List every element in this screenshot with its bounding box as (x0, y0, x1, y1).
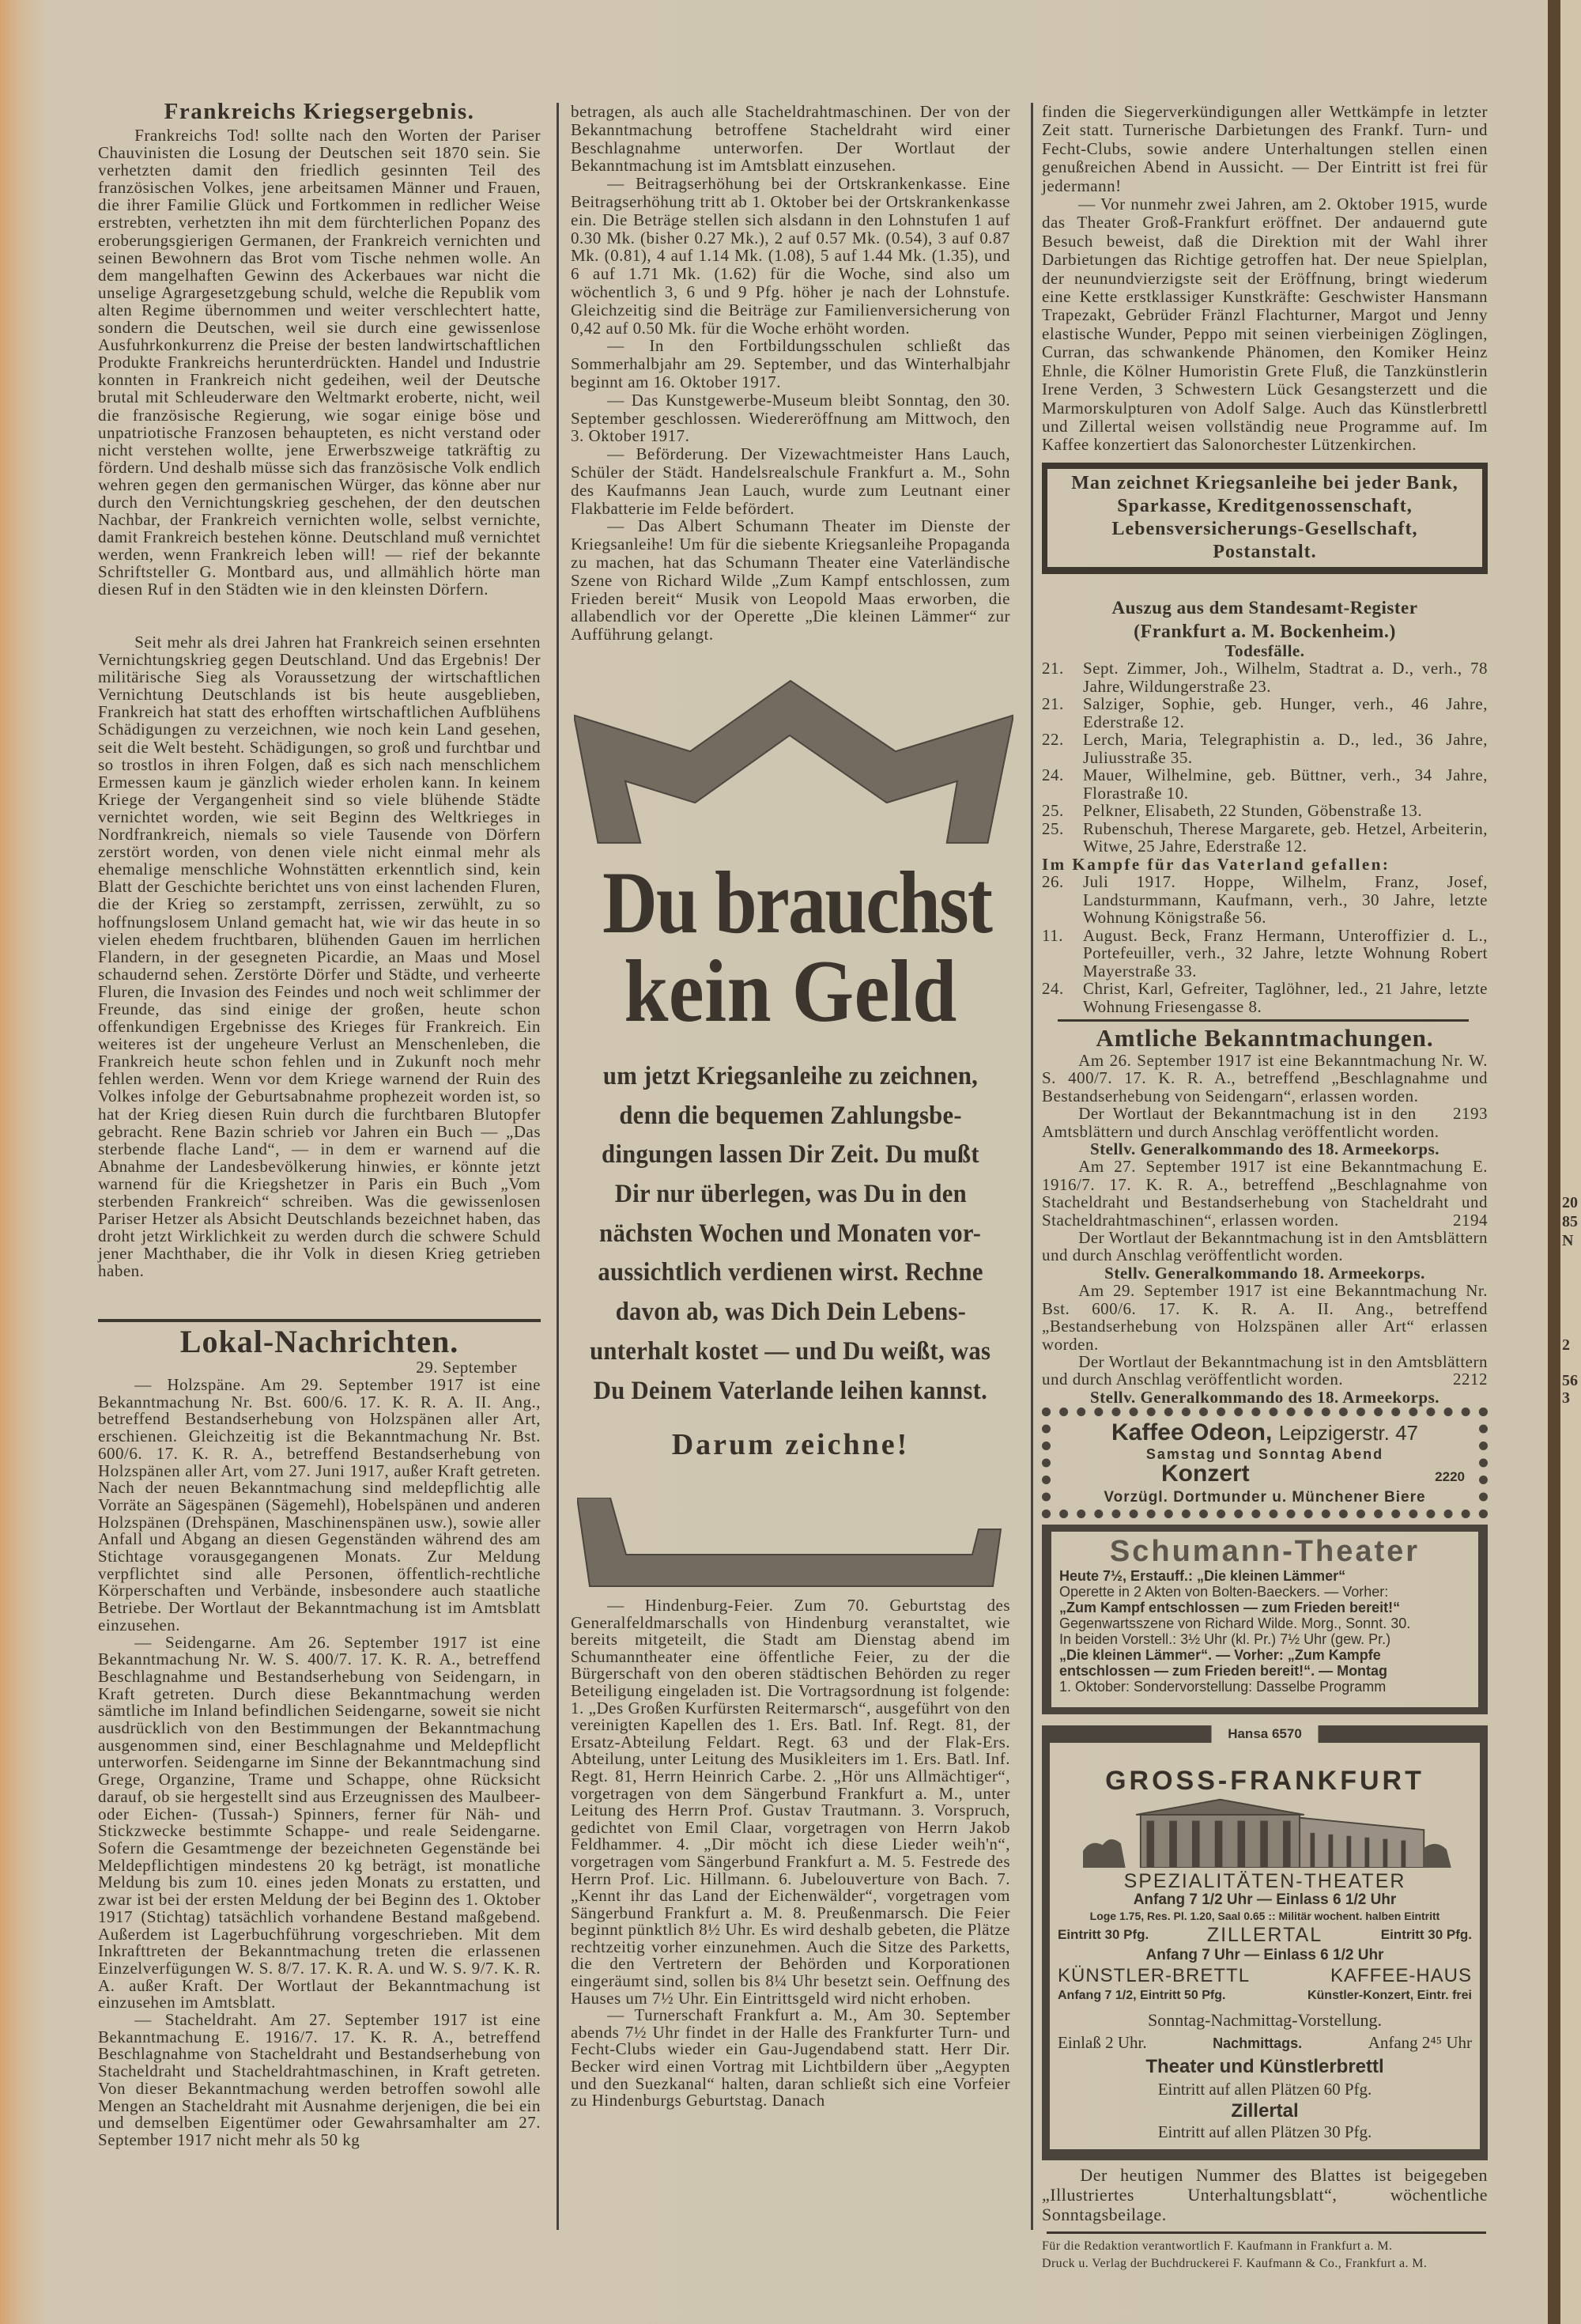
entry-text: Rubenschuh, Therese Margarete, geb. Hetzel, Arbeiterin, Witwe, 25 Jahre, Ederstraße 12. (1083, 818, 1488, 856)
fallen-entry (1042, 980, 1488, 1015)
tk-title: Theater und Künstlerbrettl (1145, 2056, 1384, 2078)
ad-line: „Zum Kampf entschlossen — zum Frieden bereit!“ (1059, 1600, 1401, 1616)
news-item: — Beitragserhöhung bei der Ortskrankenkasse. Eine Beitragserhöhung tritt ab 1. Oktober bei der Ortskrankenkasse ein. Die Beträge stellen sich alsdann in den Lohnstufen 1 auf 0.30 Mk. (bisher 0.27 Mk.), 2 auf 0.57 Mk. (0.54), 3 auf 0.87 Mk. (0.81), 4 auf 1.14 Mk. (1.08), 5 auf 1.44 Mk. (1.35), und 6 auf 1.71 Mk. (1.62) für die Woche, sind also um wöchentlich 3, 6 und 9 Pfg. höher je nach der Lohnstufe. Gleichzeitig sind die Beiträge zur Familienversicherung von 0,42 auf 0.50 Mk. für die Woche erhöht worden. (571, 174, 1010, 338)
entry-day: 11. (1042, 925, 1063, 945)
left-column (98, 98, 541, 2149)
news-item: — Das Kunstgewerbe-Museum bleibt Sonntag, den 30. September geschlossen. Wiedereröffnung am Mittwoch, den 3. Oktober 1917. (571, 390, 1010, 446)
entry-day: 24. (1042, 765, 1064, 784)
fallen-heading: Im Kampfe für das Vaterland gefallen: (1042, 854, 1390, 874)
death-entry (1042, 820, 1488, 856)
bracket-graphic-icon (577, 1498, 1004, 1588)
death-entry (1042, 802, 1488, 820)
section-divider (98, 1319, 541, 1322)
ad-line (571, 1293, 1010, 1332)
ad-line-text: nächsten Wochen und Monaten vor- (599, 1219, 982, 1248)
venue-address: Leipzigerstr. 47 (1278, 1421, 1419, 1445)
ad-line: „Die kleinen Lämmer“. — Vorher: „Zum Kampfe (1059, 1647, 1381, 1664)
notice-wording (1042, 1353, 1488, 1389)
ad-line (571, 1175, 1010, 1215)
imprint-line: Für die Redaktion verantwortlich F. Kaufmann in Frankfurt a. M. (1042, 2239, 1393, 2254)
entry-day: 21. (1042, 694, 1064, 713)
fragment: 2 (1562, 1336, 1570, 1354)
entry-day: 26. (1042, 872, 1064, 891)
sunday-label: Nachmittags. (1213, 2035, 1303, 2052)
center-column (571, 103, 1010, 2110)
article-title: Frankreichs Kriegsergebnis. (164, 99, 475, 124)
theater-name: SPEZIALITÄTEN-THEATER (1123, 1870, 1406, 1893)
ad-line-text: denn die bequemen Zahlungsbe- (619, 1101, 962, 1130)
ad-line-text: unterhalt kostet — und Du weißt, was (590, 1336, 991, 1366)
price: Eintritt 30 Pfg. (1058, 1927, 1149, 1943)
fragment: 20 (1562, 1194, 1578, 1211)
news-item: — Das Albert Schumann Theater im Dienste der Kriegsanleihe! Um für die siebente Kriegsanleihe Propaganda zu machen, hat das Schumann Theater eine Vaterländische Szene von Richard Wilde „Zum Kampf entschlossen, zum Frieden bereit“ Musik von Leopold Maas erworben, die allabendlich vor der Operette „Die kleinen Lämmer“ zur Aufführung gelangt. (571, 516, 1010, 644)
ad-headline (571, 854, 1010, 952)
entry-text: Sept. Zimmer, Joh., Wilhelm, Stadtrat a. D., verh., 78 Jahre, Wildungerstraße 23. (1083, 659, 1488, 696)
tk-price: Eintritt auf allen Plätzen 60 Pfg. (1157, 2080, 1372, 2099)
ad-line (571, 1372, 1010, 1411)
notice-signature: Stellv. Generalkommando 18. Armeekorps. (1104, 1263, 1425, 1283)
register-title: Auszug aus dem Standesamt-Register (1111, 598, 1418, 618)
ad-line-text: aussichtlich verdienen wirst. Rechne (598, 1258, 983, 1287)
ad-event (1058, 1462, 1471, 1489)
ad-line: In beiden Vorstell.: 3½ Uhr (kl. Pr.) 7½ Uhr (gew. Pr.) (1059, 1631, 1391, 1648)
ad-line: Heute 7½, Erstauff.: „Die kleinen Lämmer“ (1059, 1568, 1346, 1585)
ad-line: Operette in 2 Akten von Bolten-Baeckers. — Vorher: (1059, 1584, 1389, 1600)
phone-number: Hansa 6570 (1228, 1726, 1302, 1742)
sunday-show: Sonntag-Nachmittag-Vorstellung. (1148, 2010, 1382, 2031)
notice: Am 29. September 1917 ist eine Bekanntmachung Nr. Bst. 600/6. 17. K. R. A. II. Ang., betreffend „Bestandserhebung von Holzspänen aller Art“ erlassen worden. (1042, 1281, 1488, 1354)
war-loan-ad (571, 672, 1010, 1597)
ad-line (571, 1215, 1010, 1254)
entry-text: Lerch, Maria, Telegraphistin a. D., led., 36 Jahre, Juliusstraße 35. (1083, 730, 1488, 767)
ad-headline (571, 943, 1010, 1041)
news-item: — Holzspäne. Am 29. September 1917 ist eine Bekanntmachung Nr. Bst. 600/6. 17. K. R. A. II. Ang., betreffend Bestandserhebung von Holzspänen aller Art, erschienen. Gleichzeitig ist die Bekanntmachung Nr. Bst. 600/6. 17. K. R. A., betreffend Bestandserhebung von Holzspänen aller Art, vom 27. Juni 1917, außer Kraft getreten. Nach der neuen Bekanntmachung sind meldepflichtig alle Vorräte an Sägespänen (Sägemehl), Hobelspänen und anderen Holzspänen (Drehspänen, Maschinenspänen usw.), sowie aller Anfall und Abgang an diesen Gegenständen während des am Stichtage vorausgegangenen Monats. Zur Meldung verpflichtet sind alle Personen, öffentlich-rechtliche Körperschaften und Verbände, insbesondere auch staatliche Betriebe. Der Wortlaut der Bekanntmachung ist im Amtsblatt einzusehen. (98, 1375, 541, 1634)
kaffee-info: Künstler-Konzert, Eintr. frei (1307, 1989, 1472, 2003)
price: Eintritt 30 Pfg. (1380, 1927, 1472, 1943)
news-item: finden die Siegerverkündigungen aller Wettkämpfe in letzter Zeit statt. Turnerische Darbietungen des Frankf. Turn- und Fecht-Clubs, sowie andere Unterhaltungen stellen einen genußreichen Abend in Aussicht. — Der Eintritt ist frei für jedermann! (1042, 102, 1488, 195)
fallen-entry (1042, 927, 1488, 981)
news-item: betragen, als auch alle Stacheldrahtmaschinen. Der von der Bekanntmachung betroffene Stacheldraht wird einer Beschlagnahme unterworfen. Der Wortlaut der Bekanntmachung ist im Amtsblatt einzusehen. (571, 102, 1010, 176)
notice (1042, 1158, 1488, 1229)
article-body (98, 127, 541, 633)
right-column (1042, 103, 1488, 2273)
brettl-info-row (1058, 1988, 1472, 2004)
headline-line: Du brauchst (602, 854, 992, 952)
death-entry (1042, 695, 1488, 731)
ad-title: Schumann-Theater (1109, 1535, 1421, 1569)
notice-number: 2193 (1453, 1104, 1488, 1124)
ad-days: Samstag und Sonntag Abend (1145, 1446, 1384, 1463)
gross-frankfurt-ad (1042, 1743, 1488, 2160)
entry-text: Juli 1917. Hoppe, Wilhelm, Franz, Josef, Landsturmmann, Kaufmann, verh., 30 Jahre, letzte Wohnung Königstraße 56. (1083, 872, 1488, 927)
ad-line: entschlossen — zum Frieden bereit!“. — Montag (1059, 1663, 1388, 1680)
fragment: 56 (1562, 1372, 1578, 1389)
death-entry (1042, 766, 1488, 802)
ad-line: 1. Oktober: Sondervorstellung: Dasselbe Programm (1059, 1679, 1387, 1695)
fragment: 85 (1562, 1213, 1578, 1230)
entry-text: Salziger, Sophie, geb. Hunger, verh., 46 Jahre, Ederstraße 12. (1083, 694, 1488, 731)
brettl-info: Anfang 7 1/2, Eintritt 50 Pfg. (1058, 1989, 1226, 2003)
notice-text: Am 26. September 1917 ist eine Bekanntmachung Nr. W. S. 400/7. 17. K. R. A., betreffend „Beschlagnahme und Bestandserhebung von Seidengarn“, erlassen worden. (1042, 1051, 1488, 1105)
sunday-entry: Einlaß 2 Uhr. (1058, 2033, 1147, 2053)
theater-times: Anfang 7 1/2 Uhr — Einlass 6 1/2 Uhr (1133, 1891, 1397, 1909)
local-news-continued (571, 103, 1010, 672)
ad-line-text: Dir nur überlegen, was Du in den (614, 1180, 967, 1209)
zt-title: Zillertal (1231, 2100, 1299, 2122)
zillertal-name: ZILLERTAL (1206, 1924, 1323, 1947)
notice-wording: Der Wortlaut der Bekanntmachung ist in den Amtsblättern und durch Anschlag veröffentlicht worden. (1042, 1228, 1488, 1265)
zillertal-row (1058, 1923, 1472, 1947)
page-edge-shadow (1548, 0, 1560, 2324)
register-subtitle: (Frankfurt a. M. Bockenheim.) (1134, 622, 1396, 642)
death-entry (1042, 659, 1488, 695)
news-item: — Turnerschaft Frankfurt a. M., Am 30. September abends 7½ Uhr findet in der Halle des Frankfurter Turn- und Fecht-Clubs wieder ein Gau-Jugendabend statt. Herr Dir. Becker wird einen Vortrag mit Lichtbildern über „Aegypten und den Suezkanal“ halten, daran schließt sich eine Vorfeier zu Hindenburgs Geburtstag. Danach (571, 2005, 1010, 2110)
entry-day: 24. (1042, 979, 1064, 998)
ad-beer: Vorzügl. Dortmunder u. Münchener Biere (1104, 1489, 1426, 1506)
sunday-start: Anfang 2⁴⁵ Uhr (1368, 2033, 1472, 2053)
section-title: Lokal-Nachrichten. (179, 1324, 459, 1359)
fragment: N (1562, 1232, 1574, 1249)
ad-line-text: Du Deinem Vaterlande leihen kannst. (593, 1376, 988, 1405)
ad-body (571, 1057, 1010, 1411)
entry-text: August. Beck, Franz Hermann, Unteroffizier d. L., Portefeuiller, verh., 32 Jahre, letzte Wohnung Robert Mayerstraße 33. (1083, 925, 1488, 981)
deaths-heading: Todesfälle. (1224, 641, 1305, 660)
headline-line: kein Geld (624, 943, 957, 1041)
article-body (98, 633, 541, 1319)
notice-number: 2212 (1453, 1370, 1488, 1389)
official-notices (1042, 1052, 1488, 1406)
official-notices-title: Amtliche Bekanntmachungen. (1096, 1024, 1434, 1052)
entry-day: 22. (1042, 730, 1064, 749)
notice-text: Am 27. September 1917 ist eine Bekanntmachung E. 1916/7. 17. K. R. A., betreffend „Beschlagnahme von Stacheldraht und Bestandserhebung von Stacheldraht und Stacheldrahtmaschinen“, erlassen worden. (1042, 1157, 1488, 1230)
column-rule (557, 103, 559, 2230)
ad-line (571, 1332, 1010, 1372)
entry-day: 25. (1042, 801, 1064, 820)
entry-text: Mauer, Wilhelmine, geb. Büttner, verh., 34 Jahre, Florastraße 10. (1083, 765, 1488, 803)
entry-day: 21. (1042, 659, 1064, 678)
supplement-note (1042, 2165, 1488, 2231)
notice-signature: Stellv. Generalkommando des 18. Armeekorps. (1089, 1387, 1440, 1407)
ad-code: 2220 (1435, 1469, 1465, 1485)
event-label: Konzert (1161, 1461, 1250, 1487)
ad-line (571, 1057, 1010, 1097)
notice-number: 2194 (1453, 1210, 1488, 1230)
death-entry (1042, 731, 1488, 766)
venue-name: GROSS-FRANKFURT (1105, 1766, 1424, 1797)
sunday-times (1058, 2031, 1472, 2055)
schumann-theater-ad (1042, 1525, 1488, 1714)
ad-line: Gegenwartsszene von Richard Wilde. Morg., Sonnt. 30. (1059, 1615, 1411, 1632)
crown-graphic-icon (574, 680, 1013, 850)
news-item: — In den Fortbildungsschulen schließt das Sommerhalbjahr am 29. September, und das Winterhalbjahr beginnt am 16. Oktober 1917. (571, 336, 1010, 391)
venue-name: Kaffee Odeon, (1111, 1419, 1273, 1446)
ad-call-to-action: Darum zeichne! (671, 1428, 910, 1461)
news-item: — Seidengarne. Am 26. September 1917 ist eine Bekanntmachung Nr. W. S. 400/7. 17. K. R. A., betreffend Beschlagnahme und Bestandserhebung von Seidengarn, in Kraft getreten. Durch diese Bekanntmachung werden sämtliche im Inland befindlichen Seidengarne, soweit sie nicht ausdrücklich von den Bestimmungen der Bekanntmachung ausgenommen sind, einer Beschlagnahme und Meldepflicht unterworfen. Seidengarne im Sinne der Bekanntmachung sind Grege, Organzine, Trame und Schappe, ohne Rücksicht darauf, ob sie hergestellt sind aus Erzeugnissen des Maulbeer- oder Eichen- (Tussah-) Spinners, ferner für Näh- und Stickzwecke bestimmte Schappe- und reale Seidengarne. Sofern die Gesamtmenge der bezeichneten Gegenstände bei Meldepflichtigen mindestens 20 kg beträgt, ist monatliche Meldung bis zum 10. eines jeden Monats zu erstatten, und zwar ist bei der ersten Meldung der bei Beginn des 1. Oktober 1917 (Stichtag) tatsächlich vorhandene Bestand maßgebend. Außerdem ist Lagerbuchführung vorgeschrieben. Mit dem Inkrafttreten der Bekanntmachung treten die erlassenen Einzelverfügungen W. S. 8/7. 17. K. R. A. und W. S. 9/7. K. R. A. außer Kraft. Der Wortlaut der Bekanntmachung ist einzusehen im Amtsblatt. (98, 1632, 541, 2012)
news-item: — Vor nunmehr zwei Jahren, am 2. Oktober 1915, wurde das Theater Groß-Frankfurt eröffnet. Der andauernd gute Besuch beweist, daß die Direktion mit der Wahl ihrer Darbietungen das Richtige getroffen hat. Der neue Spielplan, der neunundvierzigste seit der Eröffnung, bringt wiederum eine Kette erstklassiger Kunstkräfte: Geschwister Hansmann Trapezakt, Gebrüder Fränzl Flachturner, Margot und Jenny elastische Wunder, Peppo mit seinen vierbeinigen Zöglingen, Curran, das schwankende Phänomen, den Komiker Heinz Ehnle, die Kölner Humoristin Grete Fluß, die Tanzkünstlerin Irene Verden, 3 Schwestern Lück Gesangsterzett und die Marmorskulpturen von Adolf Salge. Auch das Künstlerbrettl und Zillertal weisen vollständig neue Programme auf. Im Kaffee konzertiert das Salonorchester Lützenkirchen. (1042, 195, 1488, 455)
section-divider (1047, 2231, 1486, 2234)
entry-text: Pelkner, Elisabeth, 22 Stunden, Göbenstraße 13. (1083, 801, 1423, 820)
section-divider (1058, 1019, 1469, 1022)
ad-line-text: dingungen lassen Dir Zeit. Du mußt (602, 1140, 979, 1170)
ad-heading (1058, 1419, 1471, 1446)
imprint (1042, 2238, 1488, 2273)
notice-text: Man zeichnet Kriegsanleihe bei jeder Bank, Sparkasse, Kreditgenossenschaft, Lebensversicherungs-Gesellschaft, Postanstalt. (1071, 473, 1458, 562)
register-list (1042, 659, 1488, 1019)
news-item: — Stacheldraht. Am 27. September 1917 ist eine Bekanntmachung E. 1916/7. 17. K. R. A., betreffend Beschlagnahme von Stacheldraht und Bestandserhebung von Stacheldraht und Stacheldrahtmaschinen, in Kraft getreten. Von dieser Bekanntmachung werden betroffen sowohl alle Mengen an Stacheldraht mit Ausnahme derjenigen, die bei ein und demselben Eigentümer oder Gewahrsamhalter am 27. September 1917 nicht mehr als 50 kg (98, 2010, 541, 2149)
news-item: — Beförderung. Der Vizewachtmeister Hans Lauch, Schüler der Städt. Handelsrealschule Frankfurt a. M., Sohn des Kaufmanns Jean Lauch, wurde zum Leutnant einer Flakbatterie im Felde befördert. (571, 444, 1010, 518)
local-news (98, 1377, 541, 2149)
entry-day: 25. (1042, 818, 1064, 838)
local-news-continued (571, 1597, 1010, 2110)
kaffee-odeon-ad (1042, 1408, 1488, 1518)
fragment: 3 (1562, 1389, 1570, 1407)
war-loan-notice-box (1042, 463, 1488, 574)
notice-wording: Der Wortlaut der Bekanntmachung ist in den Amtsblättern und durch Anschlag veröffentlicht worden. (1042, 1104, 1440, 1141)
notice-text: Der Wortlaut der Bekanntmachung ist in den Amtsblättern und durch Anschlag veröffentlicht worden. (1042, 1351, 1488, 1389)
column-rule (1031, 103, 1033, 2230)
paragraph: Frankreichs Tod! sollte nach den Worten der Pariser Chauvinisten die Losung der Deutschen seit 1870 sein. Sie verhetzten damit den friedlich gesinnten Teil des französischen Volkes, jene arbeitsamen Männer und Frauen, die ihrer Familie Glück und Fortkommen in redlicher Weise erstrebten, verhetzten ihn mit dem fürchterlichen Popanz des eroberungsgierigen Germanen, der Frankreich vernichten und seinen Bewohnern das Brot vom Tische nehmen wolle. An dem mangelhaften Gewinn des Ackerbaues war nicht die unselige Agrargesetzgebung schuld, welche die Republik vom alten Regime übernommen und weiter verschlechtert hatte, sondern die Deutschen, weil sie durch eine gewissenlose Ausfuhrkonkurrenz die Preise der besten landwirtschaftlichen Produkte Frankreichs herunterdrückten. Handel und Industrie konnten in Frankreich nicht gedeihen, weil der Deutsche brutal mit Schleuderware den Weltmarkt eroberte, nicht, weil die französische Regierung, wie sogar einige böse und unpatriotische Franzosen behaupteten, es nicht verstand oder nicht verstehen wollte, jene Erwerbszweige tatkräftig zu fördern. Und deshalb müsse sich das französische Volk endlich wehren gegen den germanischen Würger, das könne aber nur durch den Vernichtungskrieg geschehen, der den deutschen Nachbar, der Frankreich vernichten wolle, selbst vernichte, damit Frankreich bestehen könne. Deutschland muß vernichtet werden, wenn Frankreich leben will! — rief der bekannte Schriftsteller G. Montbard aus, und allmählich hörte man diesen Ruf in den Städten wie in den kleinsten Dörfern. (98, 126, 541, 599)
ad-line (571, 1136, 1010, 1175)
phone-banner (1042, 1725, 1488, 1743)
dateline: 29. September (416, 1358, 517, 1377)
entry-text: Christ, Karl, Gefreiter, Taglöhner, led., 21 Jahre, letzte Wohnung Friesengasse 8. (1083, 979, 1488, 1016)
imprint-line: Druck u. Verlag der Buchdruckerei F. Kaufmann & Co., Frankfurt a. M. (1042, 2257, 1428, 2271)
theater-building-icon (1059, 1795, 1470, 1868)
paragraph: Seit mehr als drei Jahren hat Frankreich seinen ersehnten Vernichtungskrieg gegen Deutschland. Und das Ergebnis! Der militärische Sieg als Voraussetzung der wirtschaftlichen Vernichtung Deutschlands ist bis heute ausgeblieben, Frankreich hat statt des erhofften wirtschaftlichen Aufblühens Schädigungen zu verzeichnen, wie noch kein Land gesehen, seit die Welt besteht. Schädigungen, so groß und furchtbar und so trostlos in ihren Folgen, daß es sich nach menschlichem Ermessen kaum je gänzlich wieder erholen kann. In keinem Kriege der Vergangenheit sind so viele blühende Städte vernichtet worden, wie seit Beginn des Weltkrieges in Nordfrankreich, niemals so viele Tausende von Dörfern zerstört worden, von denen viele nicht einmal mehr als ehemalige menschliche Wohnstätten erkenntlich sind, kein Blatt der Geschichte berichtet uns von einst lachenden Fluren, die der Krieg so zerstampft, zerrissen, zerwühlt, zu so hoffnungslosem Unland gemacht hat, wie wir das heute in so vielen ehedem fruchtbaren, blühenden Gauen im herrlichen Flandern, in der gesegneten Picardie, an Maas und Mosel schaudernd sehen. Zerstörte Dörfer und Städte, und verheerte Fluren, die Invasion des Feindes und noch weit schlimmer der Freunde, das sind einige der großen, heute schon offenkundigen Ergebnisse des Krieges für Frankreich. Ein weiteres ist der ungeheure Verlust an Menschenleben, die Frankreich heute schon fehlen und in Zukunft noch mehr fehlen werden. Wenn vor dem Kriege warnend der Ruin des Volkes infolge der Geburtsabnahme prophezeit worden ist, so hat der Krieg diesen Ruin durch die furchtbaren Blutopfer gebracht. Rene Bazin schrieb vor Jahren ein Buch — „Das sterbende flache Land“, — in dem er warnend auf die Abnahme der Landesbevölkerung hinwies, er könnte jetzt warnend für die Kriegshetzer in Paris ein Buch „Vom sterbenden Frankreich“ schreiben. Was die gewissenlosen Pariser Hetzer als Absicht Deutschlands bezeichnet haben, das droht jetzt Wirklichkeit zu werden durch die schwere Schuld jener Machthaber, die ihr Volk in diesen Krieg getrieben haben. (98, 633, 541, 1281)
local-news-continued (1042, 103, 1488, 463)
kaffee-name: KAFFEE-HAUS (1330, 1965, 1472, 1987)
news-item: — Hindenburg-Feier. Zum 70. Geburtstag des Generalfeldmarschalls von Hindenburg veranstaltet, wie bereits mitgeteilt, die Stadt am Dienstag abend im Schumanntheater eine öffentliche Feier, zu der die Bürgerschaft von den oberen städtischen Behörden zu reger Beteiligung eingeladen ist. Die Vortragsordnung ist folgende: 1. „Des Großen Kurfürsten Reitermarsch“, ausgeführt von den vereinigten Kapellen des 1. Ers. Batl. Inf. Regt. 81, der Ersatz-Abteilung Feldart. Regt. 63 und der Flak-Ers. Abteilung, unter Leitung des Musikleiters im 1. Ers. Batl. Inf. Regt. 81, Herrn Heinrich Carbe. 2. „Hör uns Allmächtiger“, vorgetragen von dem Sängerbund Frankfurt a. M., unter Leitung des Herrn Prof. Gustav Trautmann. 3. Vorspruch, gedichtet von Emil Claar, vorgetragen von Herrn Jakob Feldhammer. 4. „Dir möcht ich diese Lieder weih'n“, vorgetragen vom Sängerbund Frankfurt a. M. 5. Festrede des Herrn Prof. Lic. Hillmann. 6. Jubelouverture von Bach. 7. „Kennt ihr das Land der Eichenwälder“, vorgetragen vom Sängerbund Frankfurt a. M. 8. Preußenmarsch. Die Feier beginnt pünktlich 8½ Uhr. Es wird deshalb gebeten, die Plätze rechtzeitig vorher einzunehmen. Auch die Sitze des Parketts, die den Vertretern der Behörden und Korporationen eingeräumt sind, sollen bis 8¼ Uhr besetzt sein. Oeffnung des Hauses um 7½ Uhr. Ein Eintrittsgeld wird nicht erhoben. (571, 1596, 1010, 2008)
fallen-entry (1042, 873, 1488, 927)
notice-signature: Stellv. Generalkommando des 18. Armeekorps. (1089, 1139, 1440, 1159)
brettl-row (1058, 1964, 1472, 1988)
zt-price: Eintritt auf allen Plätzen 30 Pfg. (1157, 2122, 1372, 2142)
ad-line (571, 1097, 1010, 1136)
supplement-text: Der heutigen Nummer des Blattes ist beigegeben „Illustriertes Unterhaltungsblatt“, wöchentliche Sonntagsbeilage. (1042, 2165, 1488, 2225)
ad-line (571, 1253, 1010, 1293)
theater-prices: Loge 1.75, Res. Pl. 1.20, Saal 0.65 :: Militär wochent. halben Eintritt (1089, 1910, 1440, 1923)
next-page-strip (1560, 0, 1581, 2324)
ad-line-text: um jetzt Kriegsanleihe zu zeichnen, (602, 1062, 979, 1090)
brettl-name: KÜNSTLER-BRETTL (1058, 1965, 1251, 1987)
zillertal-times: Anfang 7 Uhr — Einlass 6 1/2 Uhr (1145, 1947, 1384, 1964)
ad-line-text: davon ab, was Dich Dein Lebens- (615, 1298, 966, 1327)
